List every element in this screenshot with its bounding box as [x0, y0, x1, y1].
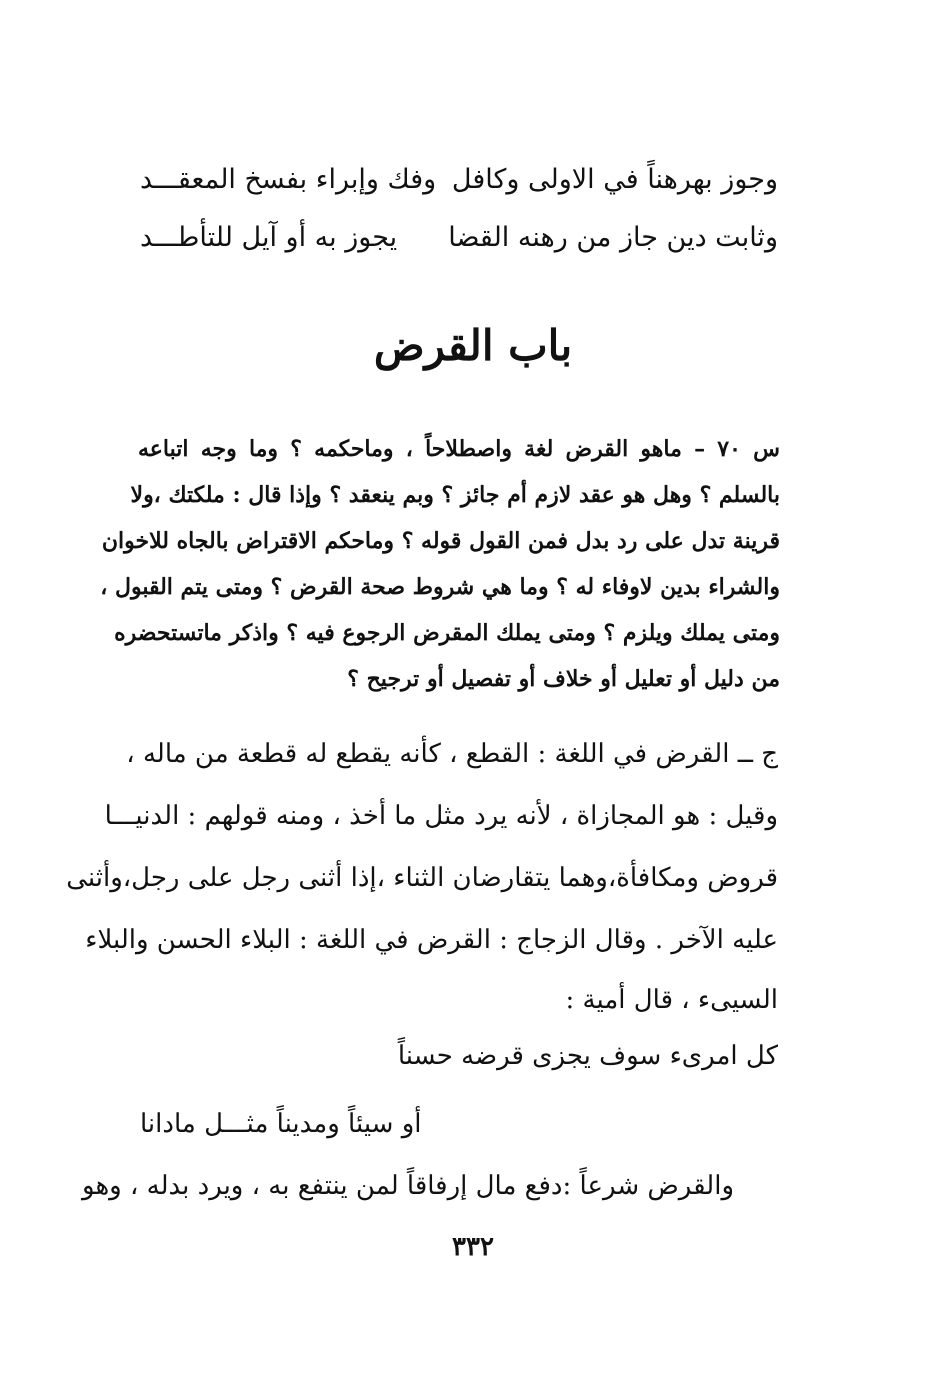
- verse-2-first-hemistich: وثابت دين جاز من رهنه القضا: [448, 222, 778, 253]
- verse-1-second-hemistich: وفك وإبراء بفسخ المعقـــد: [140, 164, 437, 195]
- question-line-2: بالسلم ؟ وهل هو عقد لازم أم جائز ؟ وبم ينعقد ؟ وإذا قال : ملكتك ،ولا: [130, 482, 780, 508]
- poem-line-1: كل امرىء سوف يجزى قرضه حسناً: [397, 1041, 778, 1071]
- question-line-5: ومتى يملك ويلزم ؟ ومتى يملك المقرض الرجوع فيه ؟ واذكر ماتستحضره: [114, 620, 780, 646]
- answer-line-3: قروض ومكافأة،وهما يتقارضان الثناء ،إذا أثنى رجل على رجل،وأثنى: [66, 863, 778, 893]
- closing-line: والقرض شرعاً :دفع مال إرفاقاً لمن ينتفع به ، ويرد بدله ، وهو: [82, 1171, 734, 1201]
- answer-line-4: عليه الآخر . وقال الزجاج : القرض في اللغة : البلاء الحسن والبلاء: [85, 925, 778, 955]
- question-line-1: س ٧٠ – ماهو القرض لغة واصطلاحاً ، وماحكمه ؟ وما وجه اتباعه: [138, 436, 781, 462]
- verse-2-second-hemistich: يجوز به أو آيل للتأطـــد: [140, 222, 398, 253]
- verse-1-first-hemistich: وجوز بهرهناً في الاولى وكافل: [451, 164, 778, 195]
- answer-line-5: السيىء ، قال أمية :: [565, 985, 778, 1015]
- answer-line-2: وقيل : هو المجازاة ، لأنه يرد مثل ما أخذ ، ومنه قولهم : الدنيـــا: [104, 801, 778, 831]
- poem-line-2: أو سيئاً ومديناً مثـــل مادانا: [140, 1109, 422, 1139]
- question-line-4: والشراء بدين لاوفاء له ؟ وما هي شروط صحة القرض ؟ ومتى يتم القبول ،: [100, 574, 780, 600]
- question-line-3: قرينة تدل على رد بدل فمن القول قوله ؟ وماحكم الاقتراض بالجاه للاخوان: [101, 528, 780, 554]
- chapter-title: باب القرض: [373, 321, 573, 370]
- question-line-6: من دليل أو تعليل أو خلاف أو تفصيل أو ترجيح ؟: [347, 666, 780, 692]
- page-number: ٣٣٢: [452, 1232, 494, 1262]
- answer-line-1: ج ــ القرض في اللغة : القطع ، كأنه يقطع له قطعة من ماله ،: [126, 739, 778, 769]
